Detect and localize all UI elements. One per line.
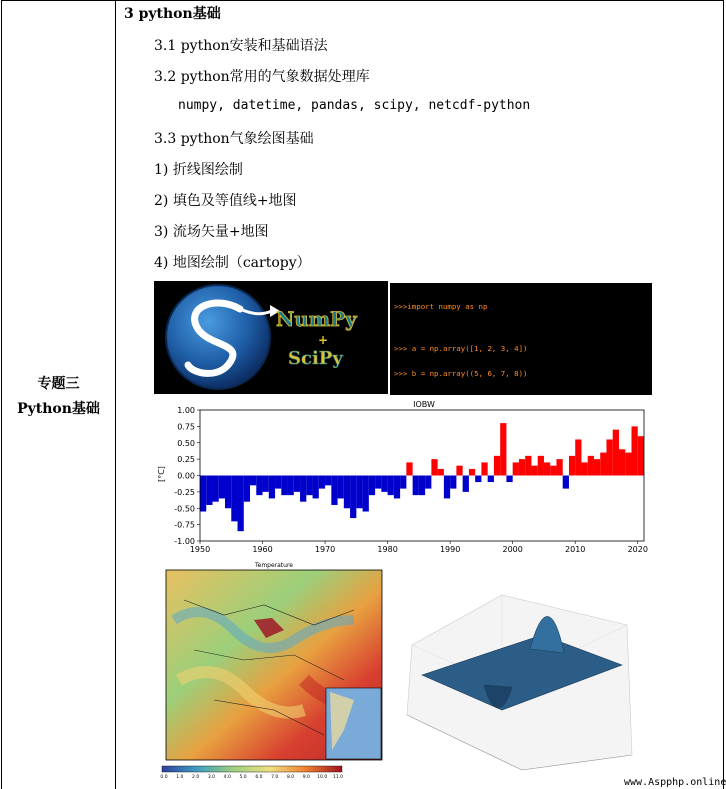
chart-bar — [331, 476, 337, 505]
x-tick-label: 1960 — [252, 545, 273, 554]
code-panel — [390, 283, 652, 395]
colorbar-tick-label: 4.0 — [223, 775, 231, 780]
chart-bar — [613, 430, 619, 476]
chart-bar — [588, 456, 594, 476]
colorbar-tick-label: 2.0 — [192, 775, 200, 780]
iobw-chart — [154, 398, 654, 556]
chart-bar — [338, 476, 344, 499]
chart-bar — [525, 456, 531, 476]
chart-bar — [300, 476, 306, 502]
chart-bar — [563, 476, 569, 489]
surface-3d-plot — [392, 565, 654, 780]
chart-bar — [219, 476, 225, 499]
chart-bar — [250, 476, 256, 486]
y-tick-label: -1.00 — [174, 537, 195, 546]
x-tick-label: 2010 — [565, 545, 586, 554]
chart-bar — [606, 439, 612, 475]
item-plot-basics: 3.3 python气象绘图基础 — [154, 131, 314, 147]
y-tick-label: 0.00 — [177, 471, 195, 481]
chart-title: IOBW — [413, 400, 435, 409]
chart-bar — [625, 453, 631, 476]
surface-3d-svg — [392, 565, 654, 780]
x-tick-label: 1970 — [314, 545, 336, 554]
x-tick-label: 2000 — [502, 545, 523, 554]
chart-bar — [569, 456, 575, 476]
colorbar-tick-label: 1.0 — [176, 775, 184, 780]
item-vector-map: 3) 流场矢量+地图 — [154, 224, 269, 240]
item-install: 3.1 python安装和基础语法 — [154, 38, 328, 54]
chart-bar — [419, 476, 425, 496]
chart-bar — [400, 476, 406, 489]
chart-bar — [538, 456, 544, 476]
y-tick-label: 1.00 — [177, 406, 195, 415]
colorbar-tick-label: 7.0 — [271, 775, 279, 780]
chart-bar — [488, 476, 494, 483]
code-line: >>> b = np.array((5, 6, 7, 8)) — [394, 369, 528, 379]
x-tick-label: 1990 — [439, 545, 461, 554]
temperature-map — [154, 560, 390, 782]
chart-bar — [356, 476, 362, 509]
watermark: www.Aspphp.online — [624, 777, 726, 788]
logo-numpy-text: NumPy — [276, 307, 357, 331]
chart-bar — [294, 476, 300, 492]
chart-bar — [238, 476, 244, 532]
chart-bar — [381, 476, 387, 492]
colorbar-tick-label: 6.0 — [255, 775, 263, 780]
map-colorbar — [162, 766, 342, 772]
chart-bar — [288, 476, 294, 496]
chart-bar — [206, 476, 212, 505]
chart-bar — [313, 476, 319, 499]
chart-bar — [619, 449, 625, 475]
y-tick-label: 0.75 — [177, 422, 195, 432]
map-title: Temperature — [254, 562, 294, 569]
chart-bar — [231, 476, 237, 522]
chart-bar — [481, 462, 487, 475]
chart-bar — [425, 476, 431, 489]
item-lib-list: numpy, datetime, pandas, scipy, netcdf-python — [178, 98, 531, 113]
chart-bar — [244, 476, 250, 502]
item-contour-map: 2) 填色及等值线+地图 — [154, 193, 297, 209]
chart-bar — [500, 423, 506, 475]
y-tick-label: -0.75 — [174, 520, 195, 530]
chart-bar — [506, 476, 512, 483]
chart-bar — [531, 466, 537, 476]
chart-bar — [438, 469, 444, 476]
chart-bar — [581, 462, 587, 475]
section-heading: 3 python基础 — [124, 6, 221, 22]
chart-bar — [269, 476, 275, 499]
chart-bar — [475, 476, 481, 483]
chart-bar — [388, 476, 394, 496]
chart-bar — [431, 459, 437, 475]
chart-bar — [344, 476, 350, 509]
chart-bar — [200, 476, 206, 512]
colorbar-tick-label: 3.0 — [207, 775, 216, 780]
x-tick-label: 2020 — [627, 545, 648, 554]
logo-plus-text: + — [318, 333, 329, 347]
y-tick-label: 0.25 — [177, 455, 195, 465]
iobw-chart-svg — [154, 398, 654, 556]
colorbar-tick-label: 11.0 — [332, 775, 344, 780]
topic-line-1: 专题三 — [37, 376, 80, 392]
chart-bar — [363, 476, 369, 512]
colorbar-tick-label: 5.0 — [239, 775, 247, 780]
code-line: >>> a = np.array([1, 2, 3, 4]) — [394, 343, 528, 353]
chart-bar — [225, 476, 231, 509]
topic-line-2: Python基础 — [17, 401, 100, 417]
chart-bar — [369, 476, 375, 496]
chart-bar — [256, 476, 262, 496]
chart-bar — [444, 476, 450, 499]
chart-bar — [281, 476, 287, 496]
temperature-map-svg — [154, 560, 390, 782]
colorbar-tick-label: 9.0 — [302, 775, 310, 780]
chart-bar — [319, 476, 325, 489]
chart-bar — [213, 476, 219, 502]
item-libs: 3.2 python常用的气象数据处理库 — [154, 69, 370, 85]
chart-bar — [306, 476, 312, 496]
chart-bar — [456, 466, 462, 476]
numpy-scipy-logo — [154, 281, 388, 394]
y-tick-label: -0.50 — [174, 504, 195, 514]
item-cartopy: 4) 地图绘制（cartopy） — [154, 255, 311, 271]
topic-cell — [2, 0, 115, 789]
chart-bar — [638, 436, 644, 475]
chart-bar — [575, 439, 581, 475]
colorbar-tick-label: 10.0 — [317, 775, 328, 780]
chart-bar — [275, 476, 281, 489]
chart-bar — [469, 469, 475, 476]
table-divider — [115, 0, 116, 789]
chart-ylabel: [°C] — [157, 466, 166, 482]
chart-bar — [413, 476, 419, 496]
topic-label — [2, 372, 115, 422]
chart-bar — [544, 462, 550, 475]
chart-bar — [325, 476, 331, 486]
x-tick-label: 1980 — [377, 545, 398, 554]
code-line: >>>import numpy as np — [394, 301, 488, 311]
chart-bar — [463, 476, 469, 492]
chart-bar — [550, 466, 556, 476]
chart-bar — [375, 476, 381, 489]
x-tick-label: 1950 — [189, 545, 211, 554]
logo-scipy-text: SciPy — [288, 348, 343, 369]
y-tick-label: -0.25 — [174, 487, 195, 497]
item-line-plot: 1) 折线图绘制 — [154, 162, 243, 178]
chart-bar — [263, 476, 269, 492]
chart-bar — [600, 453, 606, 476]
chart-bar — [556, 459, 562, 475]
chart-bar — [513, 462, 519, 475]
chart-bar — [631, 426, 637, 475]
chart-bar — [350, 476, 356, 519]
colorbar-tick-label: 0.0 — [160, 775, 168, 780]
chart-bar — [394, 476, 400, 499]
y-tick-label: 0.50 — [177, 438, 195, 448]
chart-bar — [594, 459, 600, 475]
chart-bar — [406, 462, 412, 475]
chart-bar — [519, 459, 525, 475]
colorbar-tick-label: 8.0 — [286, 775, 295, 780]
chart-bar — [450, 476, 456, 489]
chart-bar — [494, 456, 500, 476]
